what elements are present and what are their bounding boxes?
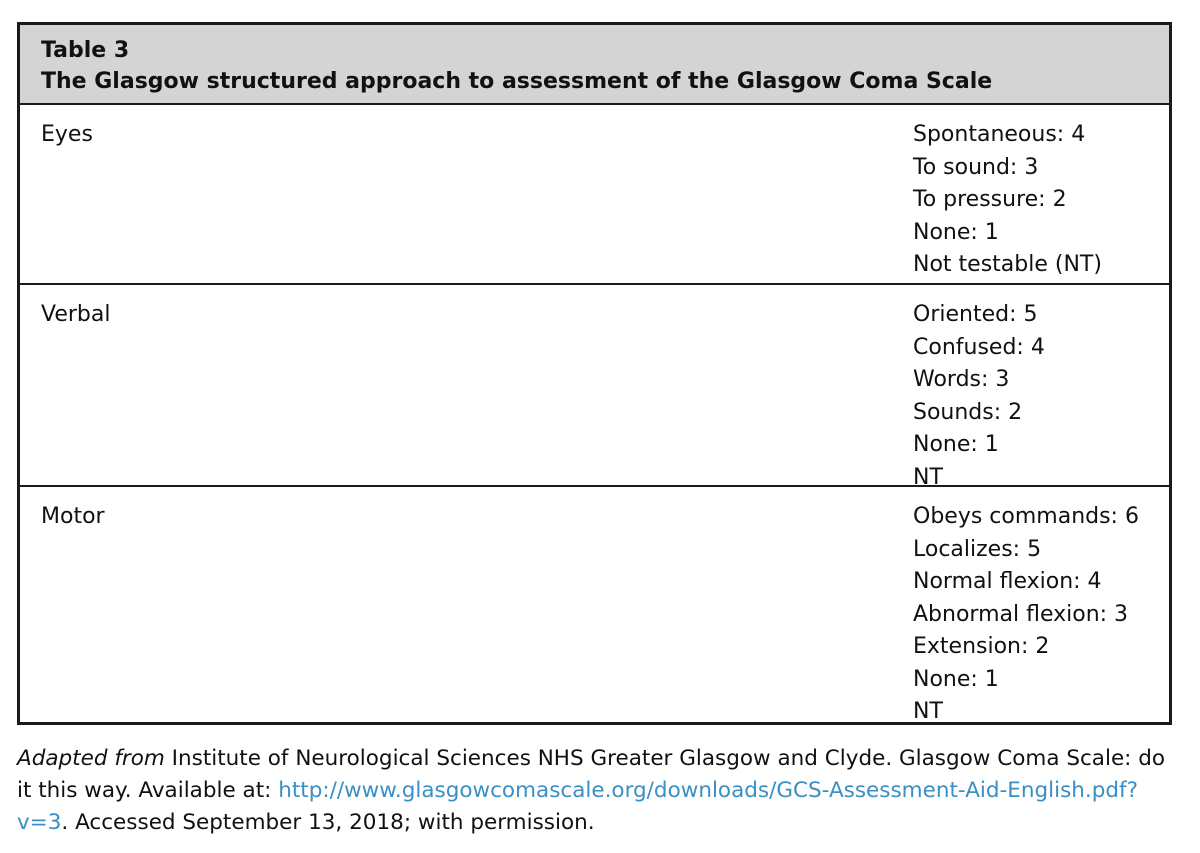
value-item: Sounds: 2 — [913, 399, 1023, 425]
row-values-eyes — [913, 119, 1102, 282]
value-item: None: 1 — [913, 219, 999, 245]
row-category-eyes: Eyes — [41, 122, 93, 147]
row-category-verbal: Verbal — [41, 302, 111, 327]
gcs-table — [17, 22, 1172, 725]
value-item: Oriented: 5 — [913, 302, 1038, 327]
value-item: Not testable (NT) — [913, 252, 1102, 277]
footnote-italic-prefix: Adapted from — [17, 746, 165, 771]
value-item: None: 1 — [913, 432, 999, 457]
footnote-text-end: . Accessed September 13, 2018; with permission. — [61, 810, 595, 835]
value-item: To sound: 3 — [913, 154, 1039, 180]
table-row-verbal — [20, 283, 1169, 490]
value-item: Obeys commands: 6 — [913, 504, 1139, 529]
table-footnote — [17, 743, 1182, 839]
value-item: NT — [913, 699, 943, 724]
value-item: NT — [913, 464, 943, 490]
table-row-motor — [20, 485, 1169, 723]
value-item: Words: 3 — [913, 367, 1010, 392]
table-label: Table 3 — [41, 38, 130, 63]
value-item: None: 1 — [913, 666, 999, 692]
value-item: Localizes: 5 — [913, 536, 1042, 562]
row-values-motor — [913, 501, 1139, 729]
value-item: Extension: 2 — [913, 634, 1050, 659]
row-category-motor: Motor — [41, 504, 105, 529]
value-item: Spontaneous: 4 — [913, 122, 1086, 147]
value-item: Abnormal flexion: 3 — [913, 601, 1129, 627]
footnote-text: Institute of Neurological Sciences NHS Greater Glasgow and Clyde. Glasgow Coma Scale: do it this way. Available at: — [17, 746, 1166, 803]
table-header — [20, 25, 1169, 105]
value-item: Normal flexion: 4 — [913, 569, 1102, 594]
value-item: To pressure: 2 — [913, 187, 1067, 212]
value-item: Confused: 4 — [913, 334, 1045, 360]
table-row-eyes — [20, 105, 1169, 283]
row-values-verbal — [913, 299, 1045, 494]
source-link[interactable]: http://www.glasgowcomascale.org/downloads/GCS-Assessment-Aid-English.pdf?v=3 — [17, 778, 1139, 835]
table-title: The Glasgow structured approach to assessment of the Glasgow Coma Scale — [41, 69, 993, 94]
